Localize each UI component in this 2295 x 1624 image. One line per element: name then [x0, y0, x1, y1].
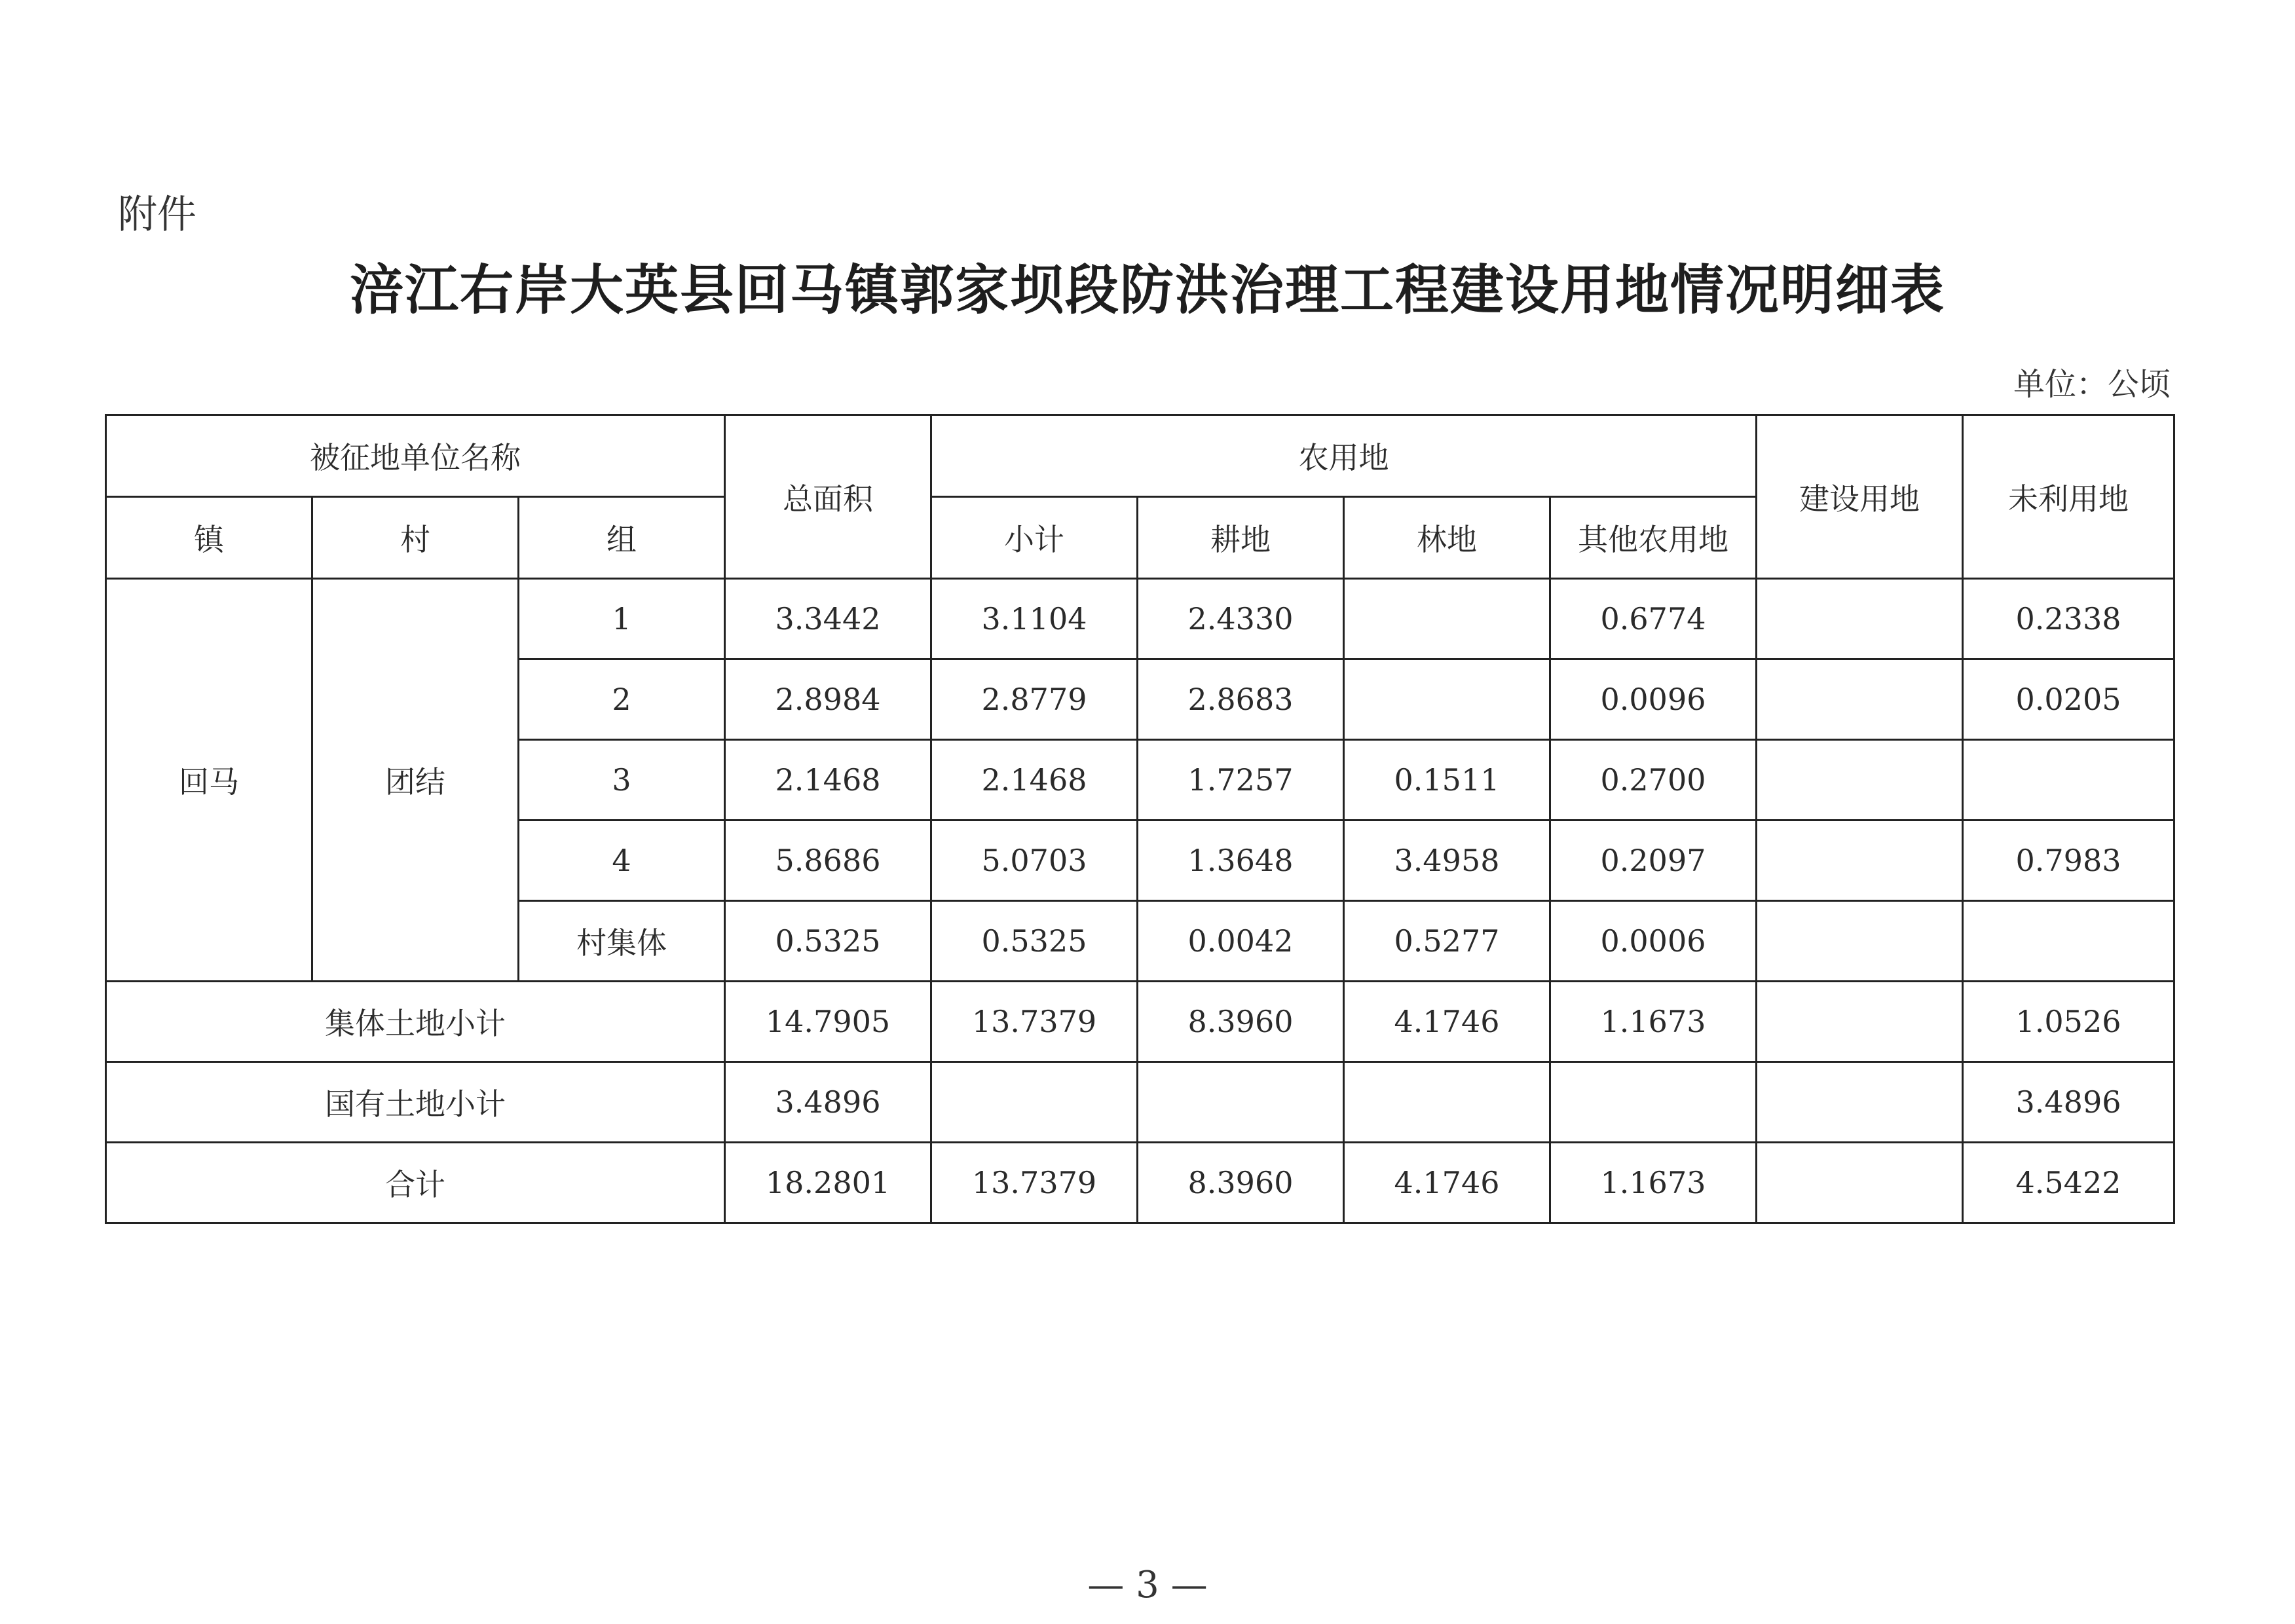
forest-cell: 0.5277 — [1344, 901, 1550, 982]
unused-cell: 4.5422 — [1963, 1143, 2174, 1223]
header-other-agri: 其他农用地 — [1550, 497, 1757, 579]
construction-cell — [1757, 659, 1963, 740]
total-cell: 2.1468 — [725, 740, 931, 821]
cultivated-cell: 1.7257 — [1138, 740, 1344, 821]
collective-subtotal-row — [106, 982, 2174, 1062]
construction-cell — [1757, 982, 1963, 1062]
header-total-area: 总面积 — [725, 415, 931, 579]
subtotal-cell: 13.7379 — [931, 1143, 1138, 1223]
total-cell: 3.3442 — [725, 579, 931, 659]
village-cell: 团结 — [312, 579, 519, 982]
cultivated-cell: 0.0042 — [1138, 901, 1344, 982]
construction-cell — [1757, 579, 1963, 659]
document-title: 涪江右岸大英县回马镇郭家坝段防洪治理工程建设用地情况明细表 — [349, 259, 1945, 322]
cultivated-cell: 8.3960 — [1138, 1143, 1344, 1223]
construction-cell — [1757, 1143, 1963, 1223]
unused-cell: 1.0526 — [1963, 982, 2174, 1062]
grand-total-row — [106, 1143, 2174, 1223]
cultivated-cell: 2.4330 — [1138, 579, 1344, 659]
row-label: 合计 — [106, 1143, 725, 1223]
group-cell: 2 — [519, 659, 725, 740]
subtotal-cell: 2.8779 — [931, 659, 1138, 740]
total-cell: 0.5325 — [725, 901, 931, 982]
forest-cell: 0.1511 — [1344, 740, 1550, 821]
cultivated-cell: 8.3960 — [1138, 982, 1344, 1062]
cultivated-cell — [1138, 1062, 1344, 1143]
forest-cell: 3.4958 — [1344, 821, 1550, 901]
unused-cell — [1963, 740, 2174, 821]
unused-cell — [1963, 901, 2174, 982]
other-cell: 0.2700 — [1550, 740, 1757, 821]
forest-cell: 4.1746 — [1344, 982, 1550, 1062]
header-agricultural: 农用地 — [931, 415, 1757, 497]
header-subtotal: 小计 — [931, 497, 1138, 579]
forest-cell: 4.1746 — [1344, 1143, 1550, 1223]
group-cell: 1 — [519, 579, 725, 659]
row-label: 集体土地小计 — [106, 982, 725, 1062]
cultivated-cell: 2.8683 — [1138, 659, 1344, 740]
state-subtotal-row — [106, 1062, 2174, 1143]
total-cell: 3.4896 — [725, 1062, 931, 1143]
unused-cell: 3.4896 — [1963, 1062, 2174, 1143]
forest-cell — [1344, 659, 1550, 740]
header-town: 镇 — [106, 497, 312, 579]
group-cell: 3 — [519, 740, 725, 821]
header-unit-name: 被征地单位名称 — [106, 415, 725, 497]
other-cell: 1.1673 — [1550, 982, 1757, 1062]
group-cell: 村集体 — [519, 901, 725, 982]
header-group: 组 — [519, 497, 725, 579]
header-cultivated: 耕地 — [1138, 497, 1344, 579]
construction-cell — [1757, 821, 1963, 901]
subtotal-cell: 13.7379 — [931, 982, 1138, 1062]
row-label: 国有土地小计 — [106, 1062, 725, 1143]
construction-cell — [1757, 901, 1963, 982]
group-cell: 4 — [519, 821, 725, 901]
unused-cell: 0.2338 — [1963, 579, 2174, 659]
unused-cell: 0.0205 — [1963, 659, 2174, 740]
total-cell: 2.8984 — [725, 659, 931, 740]
subtotal-cell: 0.5325 — [931, 901, 1138, 982]
header-forest: 林地 — [1344, 497, 1550, 579]
total-cell: 14.7905 — [725, 982, 931, 1062]
forest-cell — [1344, 1062, 1550, 1143]
other-cell: 0.0096 — [1550, 659, 1757, 740]
cultivated-cell: 1.3648 — [1138, 821, 1344, 901]
construction-cell — [1757, 740, 1963, 821]
other-cell: 0.6774 — [1550, 579, 1757, 659]
header-row-1 — [106, 415, 2174, 497]
other-cell: 1.1673 — [1550, 1143, 1757, 1223]
land-use-table — [105, 414, 2175, 1224]
subtotal-cell: 5.0703 — [931, 821, 1138, 901]
other-cell — [1550, 1062, 1757, 1143]
header-village: 村 — [312, 497, 519, 579]
page-number: — 3 — — [1087, 1564, 1208, 1606]
subtotal-cell — [931, 1062, 1138, 1143]
town-cell: 回马 — [106, 579, 312, 982]
table-row — [106, 579, 2174, 659]
subtotal-cell: 2.1468 — [931, 740, 1138, 821]
total-cell: 18.2801 — [725, 1143, 931, 1223]
construction-cell — [1757, 1062, 1963, 1143]
subtotal-cell: 3.1104 — [931, 579, 1138, 659]
other-cell: 0.2097 — [1550, 821, 1757, 901]
forest-cell — [1344, 579, 1550, 659]
unused-cell: 0.7983 — [1963, 821, 2174, 901]
header-unused: 未利用地 — [1963, 415, 2174, 579]
unit-label: 单位：公顷 — [2013, 366, 2171, 403]
attachment-label: 附件 — [118, 192, 196, 238]
total-cell: 5.8686 — [725, 821, 931, 901]
other-cell: 0.0006 — [1550, 901, 1757, 982]
header-construction: 建设用地 — [1757, 415, 1963, 579]
